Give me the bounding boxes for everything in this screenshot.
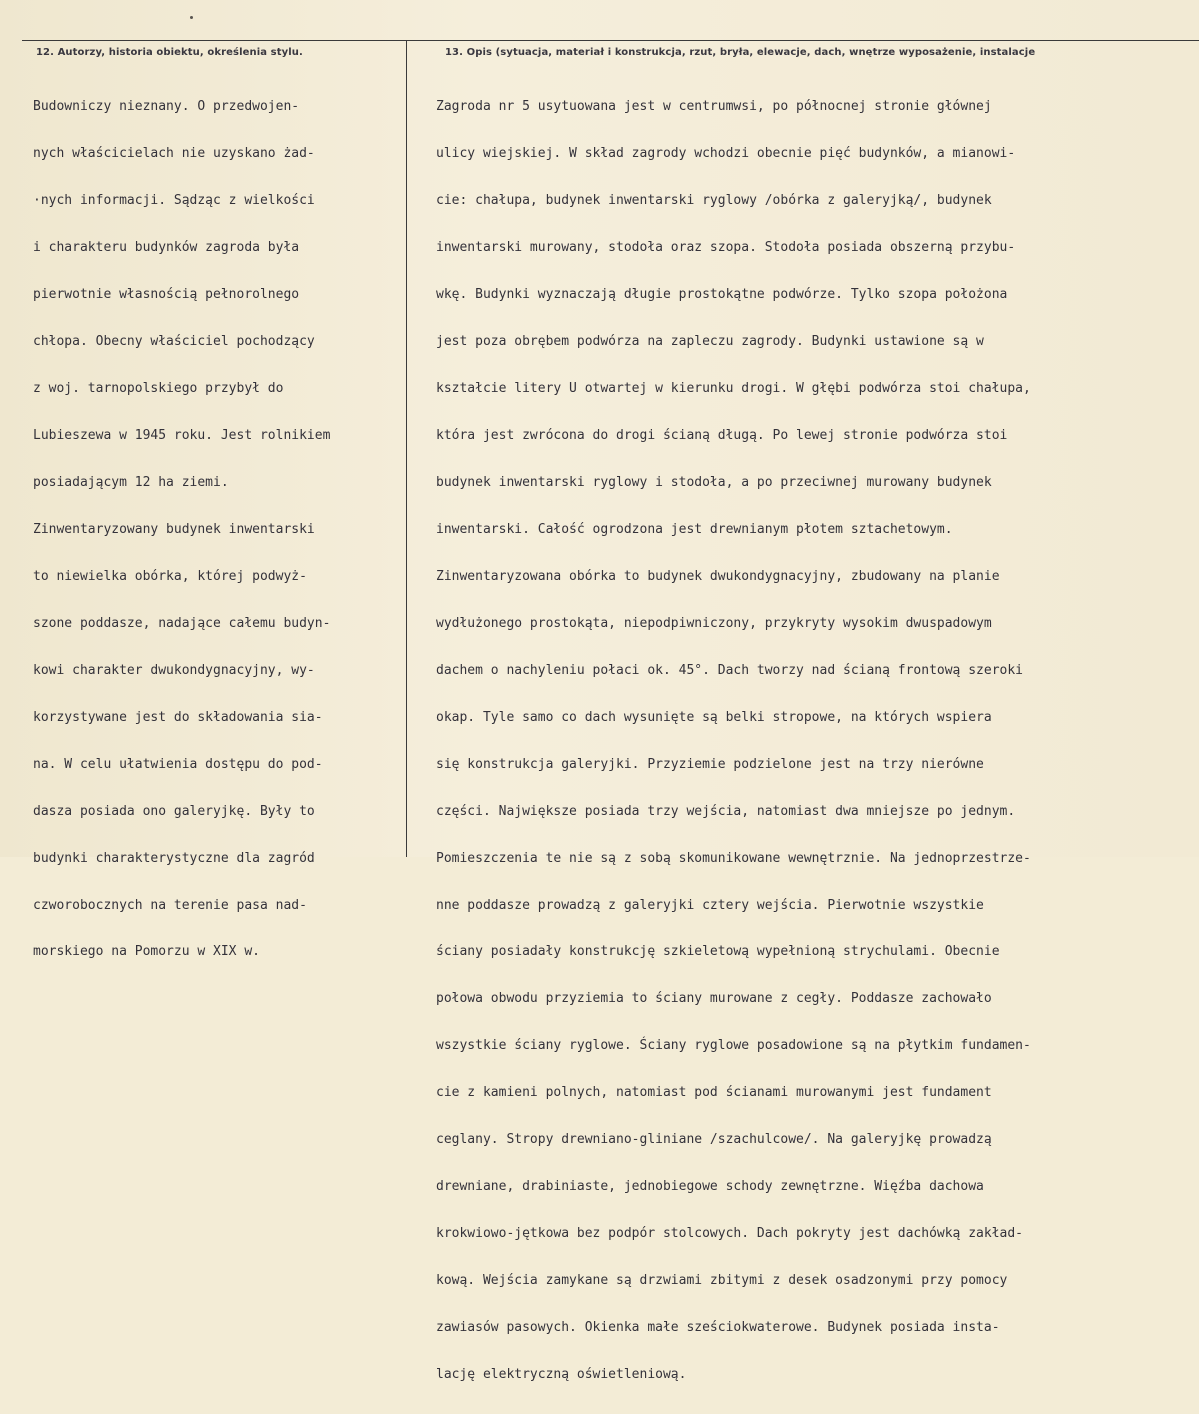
header-rule: [22, 40, 1199, 41]
text-line: nne poddasze prowadzą z galeryjki cztery wejścia. Pierwotnie wszystkie: [436, 897, 984, 913]
text-line: budynek inwentarski ryglowy i stodoła, a po przeciwnej murowany budynek: [436, 474, 992, 490]
text-line: wszystkie ściany ryglowe. Ściany ryglowe posadowione są na płytkim fundamen-: [436, 1038, 1031, 1054]
section-12-text: [33, 68, 330, 991]
text-line: ceglany. Stropy drewniano-gliniane /szachulcowe/. Na galeryjkę prowadzą: [436, 1132, 992, 1148]
text-line: nych właścicielach nie uzyskano żad-: [33, 146, 315, 162]
text-line: kształcie litery U otwartej w kierunku drogi. W głębi podwórza stoi chałupa,: [436, 381, 1031, 397]
text-line: inwentarski murowany, stodoła oraz szopa. Stodoła posiada obszerną przybu-: [436, 240, 1016, 256]
text-line: chłopa. Obecny właściciel pochodzący: [33, 334, 315, 350]
text-line: drewniane, drabiniaste, jednobiegowe schody zewnętrzne. Więźba dachowa: [436, 1179, 984, 1195]
text-line: to niewielka obórka, której podwyż-: [33, 568, 307, 584]
text-line: krokwiowo-jętkowa bez podpór stolcowych. Dach pokryty jest dachówką zakład-: [436, 1226, 1023, 1242]
section-13-heading: 13. Opis (sytuacja, materiał i konstrukcja, rzut, bryła, elewacje, dach, wnętrze wyposażenie, instalacje: [445, 47, 1036, 58]
text-line: korzystywane jest do składowania sia-: [33, 709, 323, 725]
text-line: lację elektryczną oświetleniową.: [436, 1367, 687, 1383]
text-line: okap. Tyle samo co dach wysunięte są belki stropowe, na których wspiera: [436, 709, 992, 725]
text-line: części. Największe posiada trzy wejścia, natomiast dwa mniejsze po jednym.: [436, 803, 1016, 819]
text-line: się konstrukcja galeryjki. Przyziemie podzielone jest na trzy nierówne: [436, 756, 984, 772]
text-line: jest poza obrębem podwórza na zapleczu zagrody. Budynki ustawione są w: [436, 334, 984, 350]
text-line: połowa obwodu przyziemia to ściany murowane z cegły. Poddasze zachowało: [436, 991, 992, 1007]
text-line: czworobocznych na terenie pasa nad-: [33, 897, 307, 913]
text-line: cie: chałupa, budynek inwentarski ryglowy /obórka z galeryjką/, budynek: [436, 193, 992, 209]
text-line: zawiasów pasowych. Okienka małe sześciokwaterowe. Budynek posiada insta-: [436, 1320, 1000, 1336]
text-line: Zinwentaryzowany budynek inwentarski: [33, 521, 315, 537]
text-line: ulicy wiejskiej. W skład zagrody wchodzi obecnie pięć budynków, a mianowi-: [436, 146, 1016, 162]
paper-speck: [190, 16, 193, 19]
text-line: ·nych informacji. Sądząc z wielkości: [33, 193, 315, 209]
section-12-heading: 12. Autorzy, historia obiektu, określenia stylu.: [36, 47, 303, 58]
text-line: i charakteru budynków zagroda była: [33, 240, 300, 256]
text-line: kowi charakter dwukondygnacyjny, wy-: [33, 662, 315, 678]
text-line: kową. Wejścia zamykane są drzwiami zbitymi z desek osadzonymi przy pomocy: [436, 1273, 1008, 1289]
text-line: inwentarski. Całość ogrodzona jest drewnianym płotem sztachetowym.: [436, 521, 953, 537]
text-line: z woj. tarnopolskiego przybył do: [33, 381, 284, 397]
text-line: wydłużonego prostokąta, niepodpiwniczony, przykryty wysokim dwuspadowym: [436, 615, 992, 631]
text-line: Zinwentaryzowana obórka to budynek dwukondygnacyjny, zbudowany na planie: [436, 568, 1000, 584]
text-line: pierwotnie własnością pełnorolnego: [33, 287, 300, 303]
section-13-text: [436, 68, 1031, 1414]
text-line: Lubieszewa w 1945 roku. Jest rolnikiem: [33, 427, 331, 443]
text-line: budynki charakterystyczne dla zagród: [33, 850, 315, 866]
text-line: Zagroda nr 5 usytuowana jest w centrumwsi, po północnej stronie głównej: [436, 99, 992, 115]
column-divider: [406, 40, 407, 857]
text-line: ściany posiadały konstrukcję szkieletową wypełnioną strychulami. Obecnie: [436, 944, 1000, 960]
text-line: wkę. Budynki wyznaczają długie prostokątne podwórze. Tylko szopa położona: [436, 287, 1008, 303]
text-line: Pomieszczenia te nie są z sobą skomunikowane wewnętrznie. Na jednoprzestrze-: [436, 850, 1031, 866]
text-line: na. W celu ułatwienia dostępu do pod-: [33, 756, 323, 772]
text-line: Budowniczy nieznany. O przedwojen-: [33, 99, 300, 115]
text-line: cie z kamieni polnych, natomiast pod ścianami murowanymi jest fundament: [436, 1085, 992, 1101]
text-line: posiadającym 12 ha ziemi.: [33, 474, 229, 490]
text-line: morskiego na Pomorzu w XIX w.: [33, 944, 260, 960]
text-line: dachem o nachyleniu połaci ok. 45°. Dach tworzy nad ścianą frontową szeroki: [436, 662, 1023, 678]
text-line: która jest zwrócona do drogi ścianą długą. Po lewej stronie podwórza stoi: [436, 427, 1008, 443]
text-line: dasza posiada ono galeryjkę. Były to: [33, 803, 315, 819]
text-line: szone poddasze, nadające całemu budyn-: [33, 615, 331, 631]
